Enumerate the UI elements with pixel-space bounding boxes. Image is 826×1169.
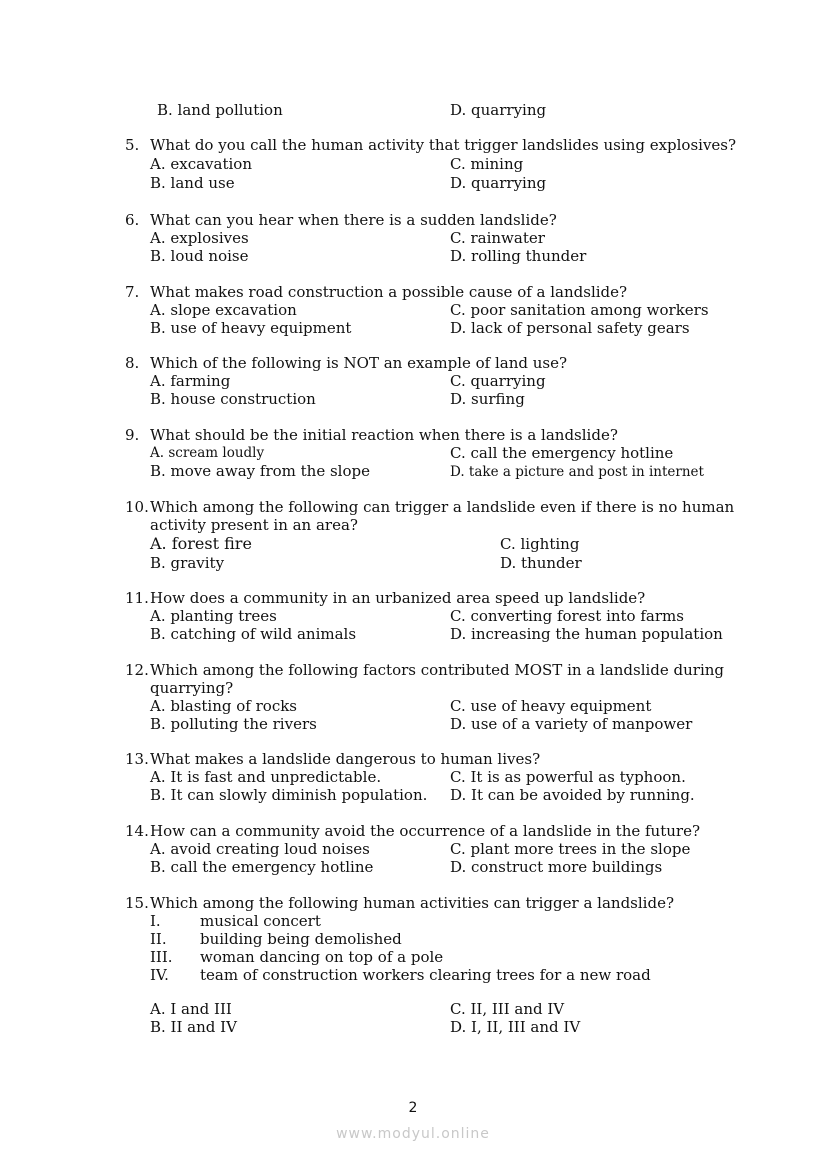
option-b-prev: B. land pollution xyxy=(157,101,283,119)
statement-text: woman dancing on top of a pole xyxy=(200,948,444,966)
option-b: B. use of heavy equipment xyxy=(150,319,352,337)
option-a: A. I and III xyxy=(150,1000,232,1018)
question-number: 14. xyxy=(125,822,149,840)
question-number: 10. xyxy=(125,498,149,516)
option-c: C. mining xyxy=(450,155,524,173)
option-b: B. It can slowly diminish population. xyxy=(150,786,428,804)
roman-numeral: IV. xyxy=(150,966,169,984)
watermark-text: www.modyul.online xyxy=(336,1126,490,1142)
roman-numeral: III. xyxy=(150,948,173,966)
question-text: Which of the following is NOT an example of land use? xyxy=(150,354,568,372)
option-a: A. blasting of rocks xyxy=(150,697,298,715)
option-b: B. II and IV xyxy=(150,1018,237,1036)
option-d: D. lack of personal safety gears xyxy=(450,319,690,337)
option-b: B. call the emergency hotline xyxy=(150,858,374,876)
option-c: C. lighting xyxy=(500,535,580,553)
question-13 xyxy=(125,750,540,768)
option-c: C. II, III and IV xyxy=(450,1000,565,1018)
option-c: C. plant more trees in the slope xyxy=(450,840,691,858)
option-a: A. It is fast and unpredictable. xyxy=(150,768,382,786)
question-15 xyxy=(125,894,674,912)
question-number: 5. xyxy=(125,136,140,154)
question-text: What should be the initial reaction when there is a landslide? xyxy=(150,426,618,444)
option-b: B. loud noise xyxy=(150,247,249,265)
question-number: 13. xyxy=(125,750,149,768)
option-d: D. It can be avoided by running. xyxy=(450,786,695,804)
option-d: D. use of a variety of manpower xyxy=(450,715,693,733)
question-14 xyxy=(125,822,700,840)
question-text-cont: activity present in an area? xyxy=(150,516,358,534)
option-c: C. poor sanitation among workers xyxy=(450,301,709,319)
option-a: A. avoid creating loud noises xyxy=(150,840,370,858)
question-5 xyxy=(125,136,736,154)
question-10 xyxy=(125,498,734,516)
page-number: 2 xyxy=(408,1100,418,1116)
option-c: C. call the emergency hotline xyxy=(450,444,674,462)
question-number: 8. xyxy=(125,354,140,372)
question-8 xyxy=(125,354,567,372)
question-text: Which among the following can trigger a landslide even if there is no human xyxy=(150,498,735,516)
statement-text: musical concert xyxy=(200,912,321,930)
question-number: 11. xyxy=(125,589,149,607)
option-a: A. slope excavation xyxy=(150,301,297,319)
question-6 xyxy=(125,211,557,229)
question-12 xyxy=(125,661,724,679)
option-c: C. rainwater xyxy=(450,229,545,247)
option-b: B. gravity xyxy=(150,554,225,572)
question-text: What can you hear when there is a sudden landslide? xyxy=(150,211,557,229)
option-d: D. take a picture and post in internet xyxy=(450,464,704,480)
question-11 xyxy=(125,589,645,607)
question-text: What makes road construction a possible cause of a landslide? xyxy=(150,283,628,301)
option-a: A. planting trees xyxy=(150,607,277,625)
question-number: 12. xyxy=(125,661,149,679)
roman-numeral: II. xyxy=(150,930,167,948)
option-d: D. quarrying xyxy=(450,174,547,192)
question-number: 6. xyxy=(125,211,140,229)
question-9 xyxy=(125,426,618,444)
option-c: C. use of heavy equipment xyxy=(450,697,652,715)
question-number: 15. xyxy=(125,894,149,912)
option-b: B. polluting the rivers xyxy=(150,715,317,733)
question-text: What do you call the human activity that trigger landslides using explosives? xyxy=(150,136,737,154)
option-b: B. house construction xyxy=(150,390,316,408)
statement-text: building being demolished xyxy=(200,930,402,948)
option-b: B. catching of wild animals xyxy=(150,625,357,643)
option-c: C. It is as powerful as typhoon. xyxy=(450,768,686,786)
option-d: D. surfing xyxy=(450,390,525,408)
option-b: B. move away from the slope xyxy=(150,462,370,480)
question-text: How does a community in an urbanized area speed up landslide? xyxy=(150,589,646,607)
question-7 xyxy=(125,283,627,301)
option-d-prev: D. quarrying xyxy=(450,101,547,119)
question-number: 7. xyxy=(125,283,140,301)
question-number: 9. xyxy=(125,426,140,444)
option-a: A. scream loudly xyxy=(150,445,265,461)
option-a: A. forest fire xyxy=(150,534,252,553)
question-text: How can a community avoid the occurrence of a landslide in the future? xyxy=(150,822,700,840)
option-a: A. explosives xyxy=(150,229,249,247)
option-c: C. quarrying xyxy=(450,372,546,390)
option-d: D. thunder xyxy=(500,554,582,572)
option-a: A. farming xyxy=(150,372,231,390)
question-text-cont: quarrying? xyxy=(150,679,234,697)
statement-text: team of construction workers clearing trees for a new road xyxy=(200,966,651,984)
option-d: D. I, II, III and IV xyxy=(450,1018,581,1036)
question-text: Which among the following factors contributed MOST in a landslide during xyxy=(150,661,725,679)
option-d: D. increasing the human population xyxy=(450,625,723,643)
option-a: A. excavation xyxy=(150,155,252,173)
option-d: D. rolling thunder xyxy=(450,247,587,265)
question-text: Which among the following human activities can trigger a landslide? xyxy=(150,894,674,912)
option-b: B. land use xyxy=(150,174,235,192)
option-c: C. converting forest into farms xyxy=(450,607,684,625)
roman-numeral: I. xyxy=(150,912,161,930)
option-d: D. construct more buildings xyxy=(450,858,663,876)
question-text: What makes a landslide dangerous to human lives? xyxy=(150,750,541,768)
